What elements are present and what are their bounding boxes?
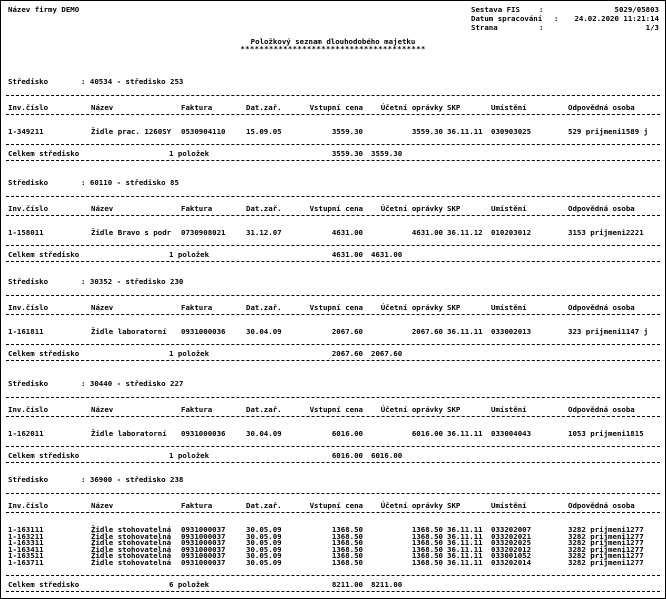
table-cell: Židle laboratorní	[91, 429, 167, 438]
table-cell: 3282 prijmeni1277	[568, 525, 644, 534]
table-cell: 1-163411	[8, 544, 44, 554]
report-title: Položkový seznam dlouhodobého majetku	[250, 37, 416, 46]
table-cell: 36.11.11	[447, 429, 483, 438]
table-cell: Židle Bravo s podr	[91, 228, 172, 237]
center-code: : 60110 - středisko 85	[81, 178, 179, 187]
total-bottom-rule	[6, 462, 660, 463]
table-cell: 033202025	[491, 538, 532, 548]
table-cell: 30.05.09	[246, 531, 282, 541]
table-cell: 1368.50	[331, 551, 363, 561]
table-cell: 30.05.09	[246, 551, 282, 561]
table-cell: 3282 prijmeni1277	[568, 531, 644, 541]
column-header: Účetní oprávky	[380, 501, 443, 510]
section-rule	[6, 493, 660, 494]
column-header: Umístění	[491, 405, 527, 414]
total-rule	[6, 575, 660, 576]
table-cell: 6016.00	[331, 429, 363, 438]
header-rule	[6, 416, 660, 417]
table-cell: 0931000037	[181, 551, 226, 561]
column-header: SKP	[447, 303, 461, 312]
table-cell: 1-163511	[8, 551, 44, 561]
table-cell: 0931000036	[181, 327, 226, 336]
total-price: 4631.00	[331, 250, 363, 259]
total-label: Celkem středisko	[8, 580, 80, 589]
column-header: Faktura	[181, 501, 213, 510]
column-header: Umístění	[491, 501, 527, 510]
header-rule	[6, 314, 660, 315]
column-header: Faktura	[181, 303, 213, 312]
header-rule	[6, 114, 660, 115]
column-header: Inv.číslo	[8, 303, 49, 312]
table-cell: Židle stohovatelná	[91, 525, 172, 534]
total-label: Celkem středisko	[8, 451, 80, 460]
table-cell: 033202012	[491, 544, 532, 554]
table-cell: 3282 prijmeni1277	[568, 538, 644, 548]
column-header: Dat.zař.	[246, 204, 282, 213]
table-cell: 1-162011	[8, 429, 44, 438]
report-colon: :	[539, 5, 544, 14]
total-depreciation: 3559.30	[371, 149, 403, 158]
table-cell: 1368.50	[331, 531, 363, 541]
section-rule	[6, 95, 660, 96]
center-code: : 40534 - středisko 253	[81, 77, 184, 86]
date-colon: :	[554, 14, 559, 23]
table-cell: 1368.50	[411, 538, 443, 548]
table-cell: 3153 prijmeni2221	[568, 228, 644, 237]
table-cell: 1-349211	[8, 127, 44, 136]
table-cell: 0931000037	[181, 544, 226, 554]
column-header: Faktura	[181, 204, 213, 213]
column-header: Účetní oprávky	[380, 204, 443, 213]
table-cell: 0931000037	[181, 558, 226, 567]
column-header: Účetní oprávky	[380, 303, 443, 312]
table-cell: 30.04.09	[246, 429, 282, 438]
center-label: Středisko	[8, 475, 49, 484]
column-header: Inv.číslo	[8, 103, 49, 112]
table-cell: 1368.50	[411, 531, 443, 541]
column-header: Inv.číslo	[8, 405, 49, 414]
total-price: 2067.60	[331, 349, 363, 358]
total-count: 1 položek	[169, 451, 210, 460]
page-colon: :	[539, 23, 544, 32]
column-header: Vstupní cena	[309, 303, 363, 312]
column-header: Vstupní cena	[309, 405, 363, 414]
table-cell: 1368.50	[411, 558, 443, 567]
center-label: Středisko	[8, 77, 49, 86]
table-cell: 3559.30	[411, 127, 443, 136]
column-header: SKP	[447, 204, 461, 213]
table-cell: 1-158011	[8, 228, 44, 237]
table-cell: 1-163311	[8, 538, 44, 548]
column-header: Účetní oprávky	[380, 103, 443, 112]
table-cell: Židle stohovatelná	[91, 538, 172, 548]
report-value: 5029/05803	[614, 5, 659, 14]
center-label: Středisko	[8, 178, 49, 187]
column-header: Umístění	[491, 303, 527, 312]
table-cell: 1053 prijmeni1815	[568, 429, 644, 438]
table-cell: 36.11.11	[447, 544, 483, 554]
table-cell: 4631.00	[411, 228, 443, 237]
table-cell: 30.05.09	[246, 525, 282, 534]
column-header: Inv.číslo	[8, 501, 49, 510]
column-header: Název	[91, 405, 114, 414]
table-cell: Židle stohovatelná	[91, 558, 172, 567]
section-rule	[6, 196, 660, 197]
column-header: Faktura	[181, 405, 213, 414]
column-header: Vstupní cena	[309, 204, 363, 213]
total-depreciation: 4631.00	[371, 250, 403, 259]
table-cell: 030903025	[491, 127, 532, 136]
table-cell: 033004043	[491, 429, 532, 438]
center-label: Středisko	[8, 277, 49, 286]
table-cell: 30.05.09	[246, 538, 282, 548]
table-cell: 0931000037	[181, 531, 226, 541]
total-rule	[6, 344, 660, 345]
table-cell: 1368.50	[411, 544, 443, 554]
column-header: Odpovědná osoba	[568, 303, 635, 312]
total-label: Celkem středisko	[8, 250, 80, 259]
table-cell: 529 prijmeni1589 j	[568, 127, 649, 136]
table-cell: 033202014	[491, 558, 532, 567]
total-depreciation: 2067.60	[371, 349, 403, 358]
total-rule	[6, 245, 660, 246]
table-cell: 1-163111	[8, 525, 44, 534]
table-cell: 6016.00	[411, 429, 443, 438]
total-bottom-rule	[6, 160, 660, 161]
column-header: Vstupní cena	[309, 501, 363, 510]
table-cell: 36.11.11	[447, 551, 483, 561]
header-rule	[6, 215, 660, 216]
table-cell: 033002013	[491, 327, 532, 336]
column-header: Dat.zař.	[246, 501, 282, 510]
total-count: 1 položek	[169, 149, 210, 158]
table-cell: 3282 prijmeni1277	[568, 544, 644, 554]
table-cell: 1368.50	[331, 538, 363, 548]
table-cell: 36.11.11	[447, 531, 483, 541]
column-header: Umístění	[491, 204, 527, 213]
table-cell: 033001052	[491, 551, 532, 561]
table-cell: 36.11.11	[447, 327, 483, 336]
table-cell: 0931000037	[181, 525, 226, 534]
total-label: Celkem středisko	[8, 149, 80, 158]
report-label: Sestava FIS	[471, 5, 520, 14]
total-count: 6 položek	[169, 580, 210, 589]
table-cell: 3559.30	[331, 127, 363, 136]
table-cell: Židle laboratorní	[91, 327, 167, 336]
table-cell: 2067.60	[411, 327, 443, 336]
table-cell: 010203012	[491, 228, 532, 237]
total-depreciation: 8211.00	[371, 580, 403, 589]
column-header: Faktura	[181, 103, 213, 112]
total-price: 8211.00	[331, 580, 363, 589]
column-header: Dat.zař.	[246, 303, 282, 312]
section-rule	[6, 397, 660, 398]
column-header: Odpovědná osoba	[568, 405, 635, 414]
company-name: Název firmy DEMO	[8, 5, 80, 14]
table-cell: 1368.50	[411, 525, 443, 534]
center-label: Středisko	[8, 379, 49, 388]
total-label: Celkem středisko	[8, 349, 80, 358]
column-header: SKP	[447, 405, 461, 414]
table-cell: 0530904110	[181, 127, 226, 136]
total-count: 1 položek	[169, 250, 210, 259]
table-cell: Židle prac. 1260SY	[91, 127, 172, 136]
table-cell: 1368.50	[331, 525, 363, 534]
page-label: Strana	[471, 23, 498, 32]
total-bottom-rule	[6, 261, 660, 262]
table-cell: 30.04.09	[246, 327, 282, 336]
table-cell: Židle stohovatelná	[91, 531, 172, 541]
column-header: Umístění	[491, 103, 527, 112]
column-header: Odpovědná osoba	[568, 103, 635, 112]
total-price: 3559.30	[331, 149, 363, 158]
date-value: 24.02.2020 11:21:14	[574, 14, 659, 23]
table-cell: Židle stohovatelná	[91, 551, 172, 561]
table-cell: 30.05.09	[246, 558, 282, 567]
column-header: Účetní oprávky	[380, 405, 443, 414]
table-cell: 31.12.07	[246, 228, 282, 237]
table-cell: 323 prijmeni1147 j	[568, 327, 649, 336]
total-rule	[6, 446, 660, 447]
date-label: Datum spracování	[471, 14, 543, 23]
column-header: SKP	[447, 501, 461, 510]
table-cell: 0931000036	[181, 429, 226, 438]
column-header: Odpovědná osoba	[568, 204, 635, 213]
header-rule	[6, 512, 660, 513]
table-cell: 4631.00	[331, 228, 363, 237]
column-header: Inv.číslo	[8, 204, 49, 213]
total-depreciation: 6016.00	[371, 451, 403, 460]
center-code: : 30440 - středisko 227	[81, 379, 184, 388]
table-cell: 0730908021	[181, 228, 226, 237]
total-count: 1 položek	[169, 349, 210, 358]
table-cell: 2067.60	[331, 327, 363, 336]
center-code: : 30352 - středisko 230	[81, 277, 184, 286]
table-cell: 1-163211	[8, 531, 44, 541]
center-code: : 36900 - středisko 238	[81, 475, 184, 484]
section-rule	[6, 295, 660, 296]
table-cell: 36.11.11	[447, 525, 483, 534]
column-header: Název	[91, 501, 114, 510]
table-cell: 1-163711	[8, 558, 44, 567]
table-cell: 36.11.11	[447, 127, 483, 136]
table-cell: 36.11.11	[447, 558, 483, 567]
column-header: Dat.zař.	[246, 103, 282, 112]
table-cell: 0931000037	[181, 538, 226, 548]
column-header: Dat.zař.	[246, 405, 282, 414]
table-cell: 3282 prijmeni1277	[568, 558, 644, 567]
column-header: Název	[91, 303, 114, 312]
total-rule	[6, 144, 660, 145]
total-price: 6016.00	[331, 451, 363, 460]
table-cell: 033202021	[491, 531, 532, 541]
table-cell: 3282 prijmeni1277	[568, 551, 644, 561]
table-cell: 033202007	[491, 525, 532, 534]
page-value: 1/3	[645, 23, 659, 32]
table-cell: Židle stohovatelná	[91, 544, 172, 554]
table-cell: 1368.50	[331, 544, 363, 554]
total-bottom-rule	[6, 591, 660, 592]
column-header: Vstupní cena	[309, 103, 363, 112]
table-cell: 1368.50	[331, 558, 363, 567]
table-cell: 30.05.09	[246, 544, 282, 554]
table-cell: 36.11.11	[447, 538, 483, 548]
column-header: Odpovědná osoba	[568, 501, 635, 510]
table-cell: 36.11.12	[447, 228, 483, 237]
table-cell: 15.09.05	[246, 127, 282, 136]
report-title-underline: ***************************************	[240, 44, 426, 53]
table-cell: 1-161811	[8, 327, 44, 336]
column-header: Název	[91, 204, 114, 213]
total-bottom-rule	[6, 360, 660, 361]
table-cell: 1368.50	[411, 551, 443, 561]
column-header: Název	[91, 103, 114, 112]
column-header: SKP	[447, 103, 461, 112]
